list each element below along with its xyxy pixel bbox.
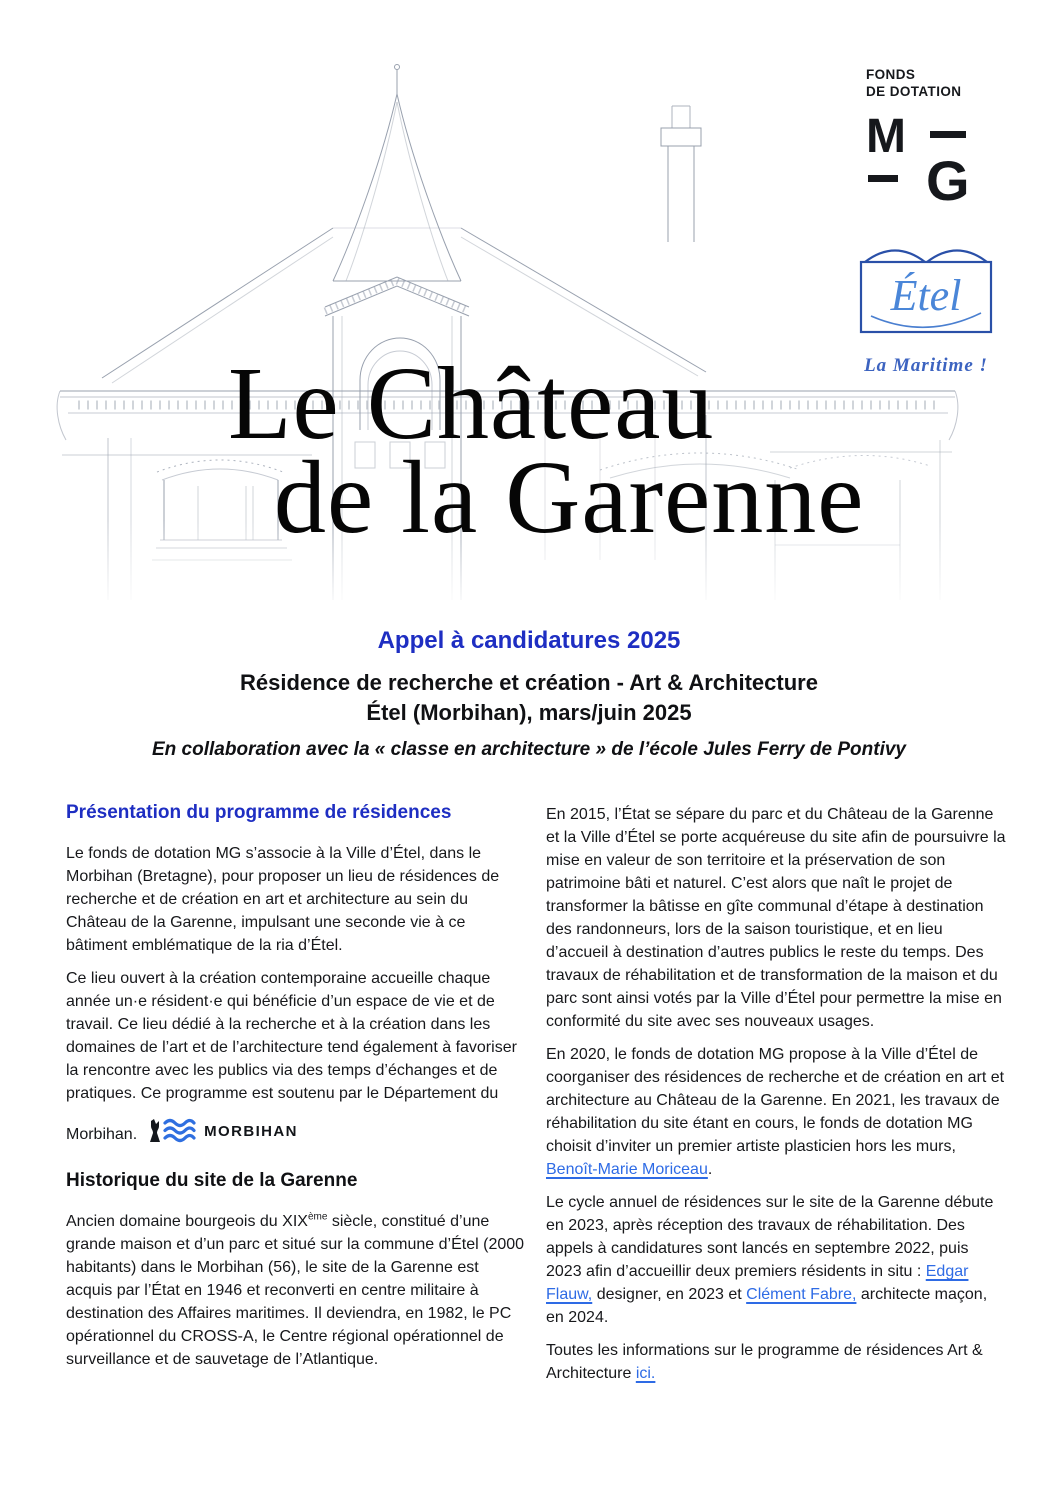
more-info-text: Toutes les informations sur le programme de résidences Art & Architecture bbox=[546, 1342, 983, 1382]
page-title-line1: Le Château bbox=[228, 346, 715, 461]
more-info-paragraph bbox=[546, 1339, 1008, 1385]
mg-dash-top-icon bbox=[930, 131, 966, 138]
left-column bbox=[66, 800, 526, 1381]
fonds-logo-line2: DE DOTATION bbox=[866, 84, 962, 99]
right-column bbox=[546, 803, 1008, 1395]
etel-logo bbox=[856, 246, 996, 377]
history-2020-text: En 2020, le fonds de dotation MG propose à la Ville d’Étel de coorganiser des résidences de recherche et de création en art et architecture au Château de la Garenne. En 2021, les travaux de réhabilitation du site étant en cours, le fonds de dotation MG choisit d’inviter un premier artiste plasticien hors les murs, bbox=[546, 1046, 1005, 1155]
fonds-de-dotation-logo bbox=[866, 66, 984, 211]
page-title-line2: de la Garenne bbox=[274, 440, 865, 555]
mg-dash-bottom-icon bbox=[868, 175, 898, 182]
historique-text-end: siècle, constitué d’une grande maison et d’un parc et situé sur la commune d’Étel (2000 habitants) dans le Morbihan (56), le site de la Garenne est acquis par l’État en 1946 et reconverti en centre militaire à destination des Affaires maritimes. Il deviendra, en 1982, le PC opérationnel du CROSS-A, le Centre régional opérationnel de surveillance et de sauvetage de l’Atlantique. bbox=[66, 1213, 525, 1368]
fonds-logo-line1: FONDS bbox=[866, 67, 916, 82]
call-for-applications-heading: Appel à candidatures 2025 bbox=[377, 627, 681, 654]
cycle-text-1: Le cycle annuel de résidences sur le site de la Garenne débute en 2023, après réception des travaux de réhabilitation. Des appels à candidatures sont lancés en septembre 2022, puis 2023 afin d’accueillir deux premiers résidents in situ : bbox=[546, 1194, 994, 1280]
collaboration-line: En collaboration avec la « classe en architecture » de l’école Jules Ferry de Pontivy bbox=[152, 739, 906, 760]
morbihan-logo-label: MORBIHAN bbox=[204, 1122, 298, 1140]
morbihan-logo bbox=[147, 1114, 298, 1148]
presentation-paragraph-2 bbox=[66, 967, 526, 1146]
presentation-paragraph-2-text: Ce lieu ouvert à la création contemporaine accueille chaque année un·e résident·e qui bénéficie d’un espace de vie et de travail. Ce lieu dédié à la recherche et à la création dans les domaines de l’art et de l’architecture tend également à favoriser la rencontre avec les publics via des temps d’échanges et de pratiques. Ce programme est soutenu par le Département du Morbihan. bbox=[66, 970, 517, 1143]
history-2020-period: . bbox=[707, 1161, 713, 1178]
subtitle-line2: Étel (Morbihan), mars/juin 2025 bbox=[366, 700, 692, 725]
link-benoit-marie-moriceau[interactable]: Benoît-Marie Moriceau bbox=[546, 1161, 708, 1178]
mg-letter-m: M bbox=[866, 110, 906, 163]
history-2015-paragraph: En 2015, l’État se sépare du parc et du Château de la Garenne et la Ville d’Étel se porte acquéreuse du site afin de poursuivre la mise en valeur de son territoire et la préservation de son patrimoine bâti et naturel. C’est alors que naît le projet de transformer la bâtisse en gîte communal d’étape à destination des randonneurs, lors de la saison touristique, et en lieu d’accueil à destination d’autres publics le reste du temps. Des travaux de réhabilitation et de transformation de la maison et du parc sont ainsi votés par la Ville d’Étel pour permettre la mise en conformité du site avec ses nouveaux usages. bbox=[546, 806, 1006, 1030]
mg-letter-g: G bbox=[926, 149, 970, 212]
cycle-text-2: designer, en 2023 et bbox=[592, 1286, 747, 1303]
etel-logo-name: Étel bbox=[890, 271, 962, 320]
section-heading-historique: Historique du site de la Garenne bbox=[66, 1170, 358, 1191]
cycle-text-3: architecte maçon, en 2024. bbox=[546, 1286, 988, 1326]
historique-text-start: Ancien domaine bourgeois du XIX bbox=[66, 1213, 308, 1230]
morbihan-emblem-icon bbox=[147, 1114, 197, 1148]
link-edgar-flauw[interactable]: Edgar Flauw, bbox=[546, 1263, 969, 1303]
section-heading-presentation: Présentation du programme de résidences bbox=[66, 802, 452, 823]
superscript-eme: ème bbox=[307, 1211, 328, 1223]
etel-logo-emblem bbox=[857, 246, 995, 338]
history-2020-paragraph bbox=[546, 1043, 1008, 1181]
historique-paragraph bbox=[66, 1210, 526, 1371]
link-ici[interactable]: ici. bbox=[635, 1365, 656, 1382]
presentation-paragraph-1: Le fonds de dotation MG s’associe à la Ville d’Étel, dans le Morbihan (Bretagne), pour proposer un lieu de résidences de recherche et de création en art et architecture au sein du Château de la Garenne, impulsant une seconde vie à ce bâtiment emblématique de la ria d’Étel. bbox=[66, 845, 500, 954]
residency-cycle-paragraph bbox=[546, 1191, 1008, 1329]
link-clement-fabre[interactable]: Clément Fabre, bbox=[746, 1286, 857, 1303]
subtitle-line1: Résidence de recherche et création - Art & Architecture bbox=[240, 670, 818, 695]
etel-tagline: La Maritime ! bbox=[864, 355, 988, 376]
mg-monogram bbox=[866, 109, 984, 211]
